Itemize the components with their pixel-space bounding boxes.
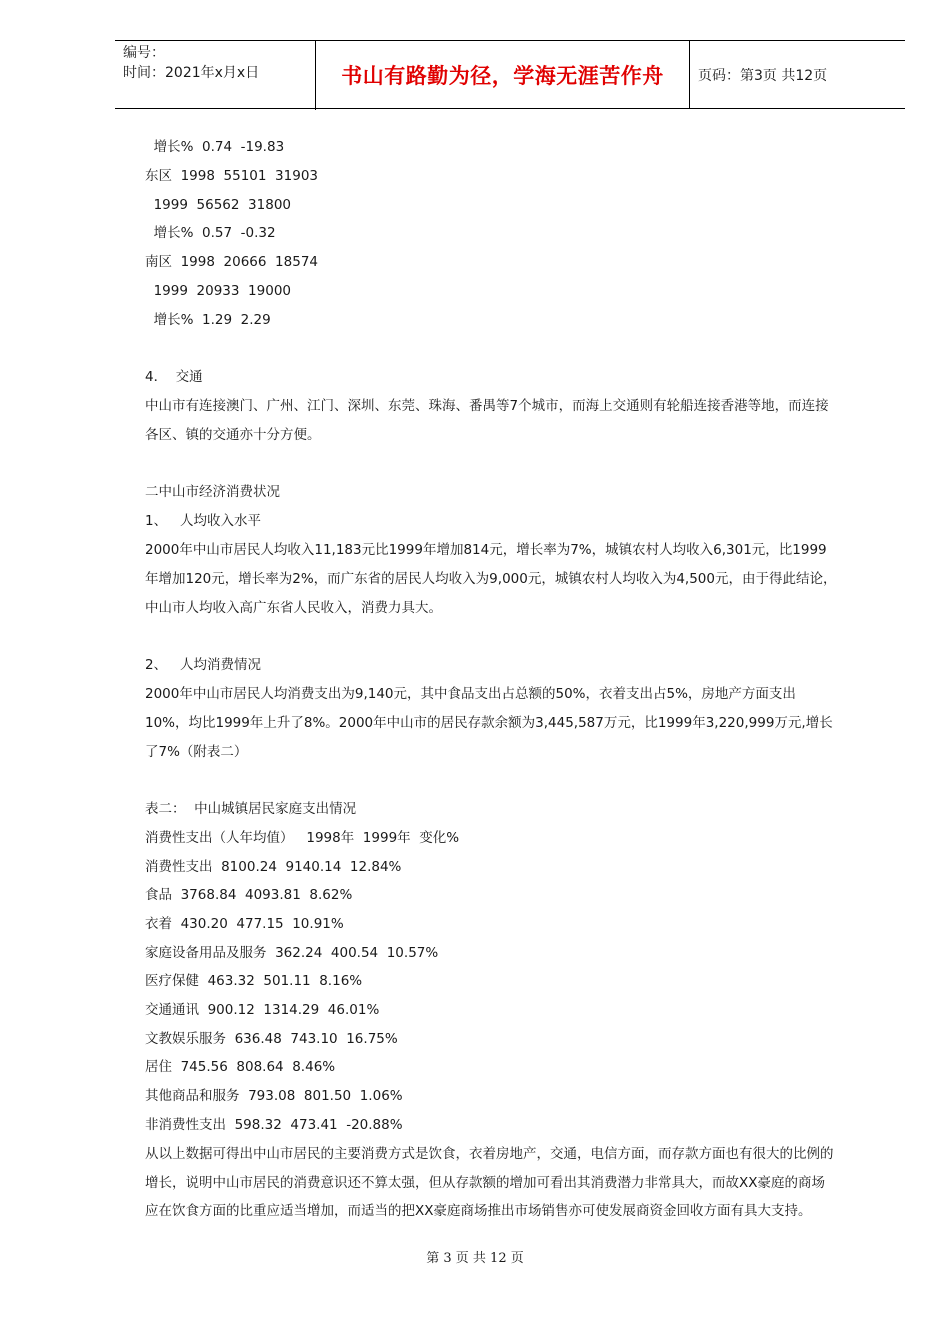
text-line: 1999 56562 31800 — [145, 197, 291, 213]
page-header — [115, 40, 905, 109]
text-line: 增长% 0.57 -0.32 — [145, 225, 276, 241]
text-line: 10%，均比1999年上升了8%。2000年中山市的居民存款余额为3,445,587万元，比1999年3,220,999万元,增长 — [145, 715, 833, 731]
text-line: 增长% 0.74 -19.83 — [145, 139, 285, 155]
header-page-number: 页码：第3页 共12页 — [698, 67, 828, 84]
header-motto: 书山有路勤为径，学海无涯苦作舟 — [341, 62, 664, 88]
text-line: 1999 20933 19000 — [145, 283, 291, 299]
header-motto-cell — [316, 41, 690, 108]
text-line: 增长% 1.29 2.29 — [145, 312, 271, 328]
text-line: 中山市人均收入高广东省人民收入，消费力具大。 — [145, 600, 442, 616]
text-line: 各区、镇的交通亦十分方便。 — [145, 427, 321, 443]
text-line: 了7%（附表二） — [145, 744, 248, 760]
table-row: 食品 3768.84 4093.81 8.62% — [145, 887, 353, 903]
text-line: 东区 1998 55101 31903 — [145, 168, 318, 184]
table-row: 居住 745.56 808.64 8.46% — [145, 1059, 336, 1075]
text-line: 从以上数据可得出中山市居民的主要消费方式是饮食，衣着房地产，交通，电信方面，而存款方面也有很大的比例的 — [145, 1146, 834, 1162]
table-row: 衣着 430.20 477.15 10.91% — [145, 916, 344, 932]
table-row: 其他商品和服务 793.08 801.50 1.06% — [145, 1088, 403, 1104]
text-line: 中山市有连接澳门、广州、江门、深圳、东莞、珠海、番禺等7个城市，而海上交通则有轮船连接香港等地，而连接 — [145, 398, 829, 414]
table-row: 医疗保健 463.32 501.11 8.16% — [145, 973, 363, 989]
table-title: 表二： 中山城镇居民家庭支出情况 — [145, 801, 357, 817]
table-row: 消费性支出 8100.24 9140.14 12.84% — [145, 859, 402, 875]
document-time: 时间：2021年x月x日 — [123, 65, 260, 81]
section-heading-transport: 4． 交通 — [145, 369, 203, 385]
table-row: 文教娱乐服务 636.48 743.10 16.75% — [145, 1031, 398, 1047]
subsection-heading-income: 1、 人均收入水平 — [145, 513, 261, 529]
text-line: 年增加120元，增长率为2%，而广东省的居民人均收入为9,000元，城镇农村人均收入为4,500元，由于得此结论， — [145, 571, 837, 587]
document-number: 编号： — [123, 45, 165, 61]
table-header-row: 消费性支出（人年均值） 1998年 1999年 变化% — [145, 830, 460, 846]
text-line: 南区 1998 20666 18574 — [145, 254, 318, 270]
table-row: 家庭设备用品及服务 362.24 400.54 10.57% — [145, 945, 439, 961]
table-row: 交通通讯 900.12 1314.29 46.01% — [145, 1002, 380, 1018]
text-line: 2000年中山市居民人均收入11,183元比1999年增加814元，增长率为7%，城镇农村人均收入6,301元，比1999 — [145, 542, 827, 558]
section-heading-economy: 二中山市经济消费状况 — [145, 484, 280, 500]
text-line: 应在饮食方面的比重应适当增加，而适当的把XX豪庭商场推出市场销售亦可使发展商资金回收方面有具大支持。 — [145, 1203, 812, 1219]
text-line: 增长，说明中山市居民的消费意识还不算太强，但从存款额的增加可看出其消费潜力非常具大，而故XX豪庭的商场 — [145, 1175, 825, 1191]
header-page-cell — [690, 41, 913, 108]
table-row: 非消费性支出 598.32 473.41 -20.88% — [145, 1117, 403, 1133]
subsection-heading-consumption: 2、 人均消费情况 — [145, 657, 261, 673]
header-meta — [115, 41, 316, 110]
text-line: 2000年中山市居民人均消费支出为9,140元，其中食品支出占总额的50%，衣着支出占5%，房地产方面支出 — [145, 686, 796, 702]
page-footer: 第 3 页 共 12 页 — [426, 1251, 524, 1266]
